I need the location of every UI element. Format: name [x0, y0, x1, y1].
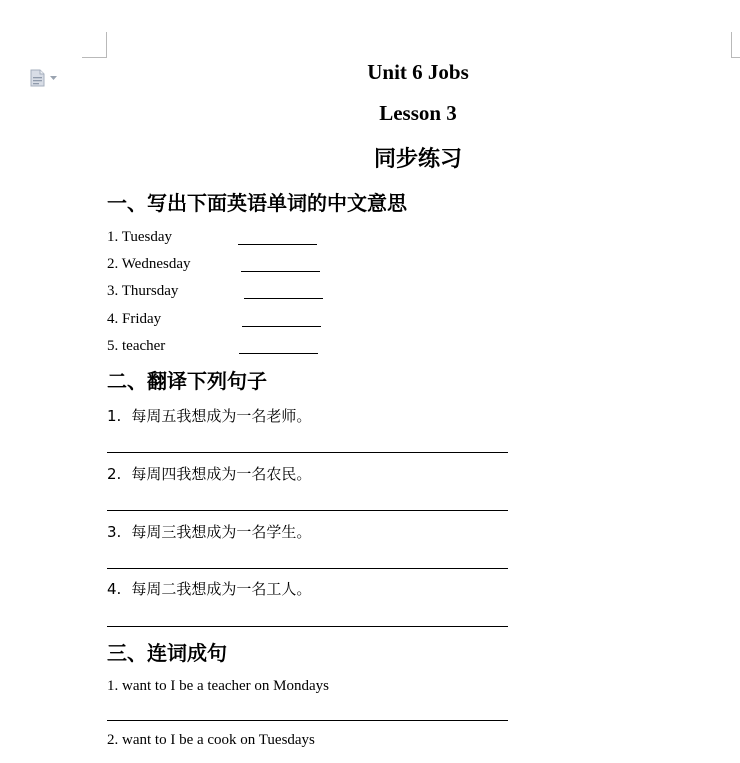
vocab-word: 3. Thursday [107, 283, 179, 299]
answer-blank[interactable] [239, 353, 318, 354]
vocab-word: 4. Friday [107, 311, 162, 327]
vocab-word: 1. Tuesday [107, 229, 173, 245]
section-heading: 一、写出下面英语单词的中文意思 [107, 191, 407, 215]
scramble-item: 2. want to I be a cook on Tuesdays [107, 732, 315, 748]
section-heading: 二、翻译下列句子 [107, 369, 267, 393]
answer-line[interactable] [107, 510, 508, 511]
sentence-text: 每周二我想成为一名工人。 [131, 580, 312, 598]
answer-blank[interactable] [238, 244, 317, 245]
page-corner-mark [106, 32, 107, 58]
answer-line[interactable] [107, 626, 508, 627]
page-corner-mark [82, 57, 107, 58]
translation-item [107, 521, 311, 542]
page-corner-mark [731, 32, 732, 58]
translation-item [107, 578, 311, 599]
translation-item [107, 463, 311, 484]
sentence-text: 每周四我想成为一名农民。 [131, 465, 312, 483]
lesson-title: Lesson 3 [379, 101, 457, 125]
answer-blank[interactable] [241, 271, 320, 272]
page-corner-mark [731, 57, 740, 58]
answer-line[interactable] [107, 568, 508, 569]
item-number: 2. [107, 465, 122, 483]
item-number: 4. [107, 580, 122, 598]
translation-item [107, 405, 311, 426]
answer-line[interactable] [107, 452, 508, 453]
subtitle: 同步练习 [373, 146, 462, 172]
section-heading: 三、连词成句 [107, 641, 227, 665]
page-title: Unit 6 Jobs [367, 60, 469, 84]
sentence-text: 每周三我想成为一名学生。 [131, 523, 312, 541]
vocab-word: 5. teacher [107, 338, 166, 354]
answer-blank[interactable] [244, 298, 323, 299]
item-number: 3. [107, 523, 122, 541]
sentence-text: 每周五我想成为一名老师。 [131, 407, 312, 425]
answer-line[interactable] [107, 720, 508, 721]
answer-blank[interactable] [242, 326, 321, 327]
item-number: 1. [107, 407, 122, 425]
scramble-item: 1. want to I be a teacher on Mondays [107, 678, 330, 694]
vocab-word: 2. Wednesday [107, 256, 191, 272]
